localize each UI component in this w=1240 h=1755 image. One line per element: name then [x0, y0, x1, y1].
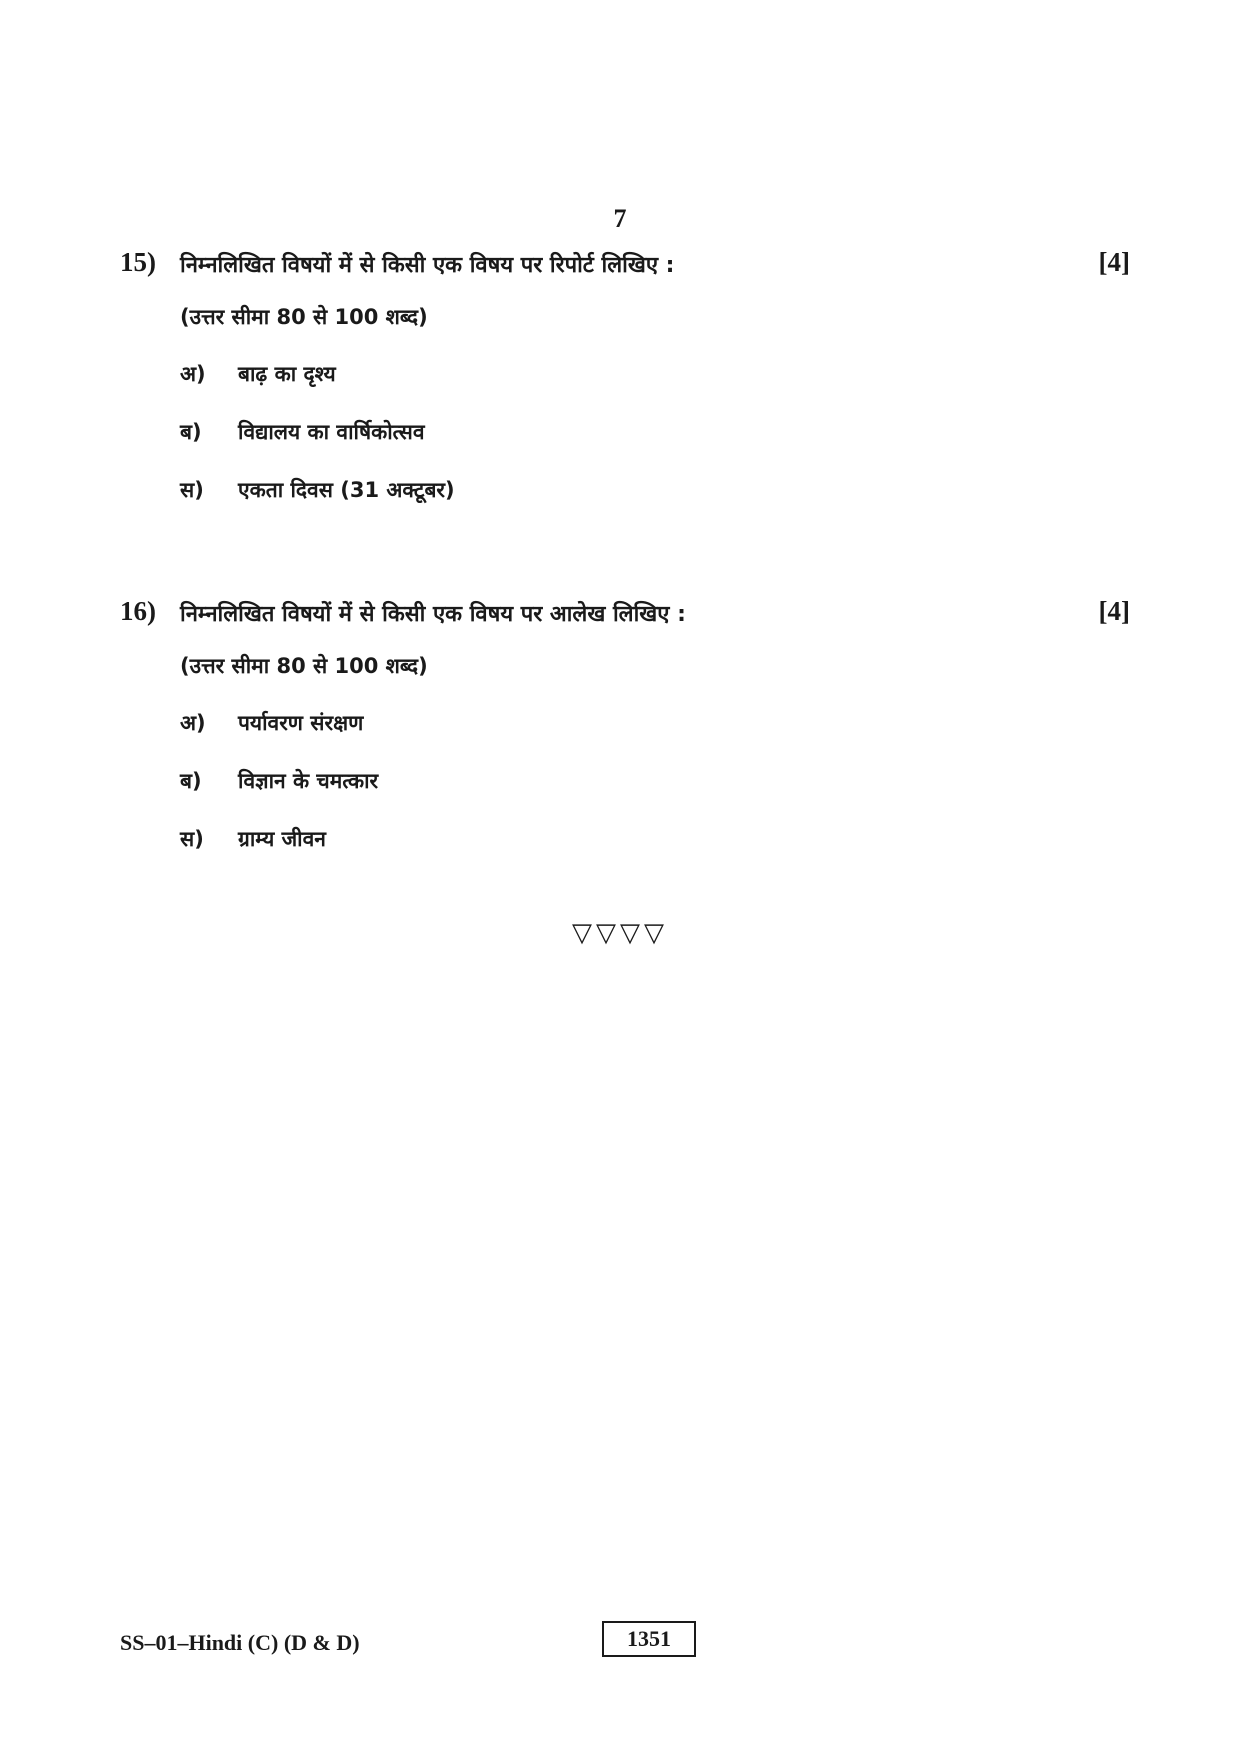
option-a: [180, 709, 363, 737]
option-b: [180, 767, 378, 795]
question-marks: [4]: [1098, 596, 1130, 626]
option-c: [180, 825, 326, 853]
question-marks: [4]: [1098, 247, 1130, 277]
option-text: विद्यालय का वार्षिकोत्सव: [238, 420, 425, 444]
option-text: विज्ञान के चमत्कार: [238, 769, 379, 793]
word-limit: (उत्तर सीमा 80 से 100 शब्द): [180, 654, 428, 678]
question-number: 16): [120, 596, 156, 626]
question-number: 15): [120, 247, 156, 277]
paper-number-box: 1351: [602, 1621, 696, 1657]
option-text: ग्राम्य जीवन: [238, 827, 326, 851]
word-limit: (उत्तर सीमा 80 से 100 शब्द): [180, 305, 428, 329]
option-text: बाढ़ का दृश्य: [238, 362, 336, 386]
option-label: ब): [180, 769, 202, 793]
question-header: [120, 247, 1130, 287]
end-of-paper-marks: ▽▽▽▽: [572, 918, 668, 948]
page-number: 7: [613, 204, 627, 233]
option-text: पर्यावरण संरक्षण: [238, 711, 364, 735]
option-label: अ): [180, 711, 206, 735]
option-label: ब): [180, 420, 202, 444]
question-16: [120, 596, 1130, 851]
option-label: अ): [180, 362, 206, 386]
question-text: निम्नलिखित विषयों में से किसी एक विषय पर रिपोर्ट लिखिए :: [180, 253, 675, 278]
option-label: स): [180, 827, 204, 851]
question-text: निम्नलिखित विषयों में से किसी एक विषय पर आलेख लिखिए :: [180, 602, 686, 627]
question-15: [120, 247, 1130, 502]
option-text: एकता दिवस (31 अक्टूबर): [238, 478, 455, 502]
option-b: [180, 418, 425, 446]
question-header: [120, 596, 1130, 636]
option-label: स): [180, 478, 204, 502]
option-a: [180, 360, 336, 388]
paper-code: SS–01–Hindi (C) (D & D): [120, 1630, 360, 1655]
option-c: [180, 476, 455, 504]
